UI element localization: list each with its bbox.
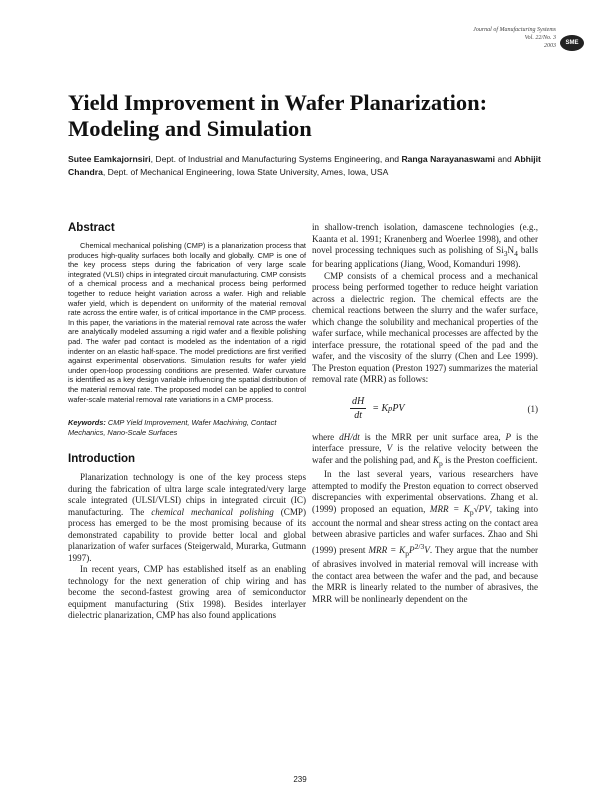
author-name: Abhijit Chandra (68, 154, 541, 177)
author-name: Sutee Eamkajornsiri (68, 154, 151, 164)
body-paragraph-continued: in shallow-trench isolation, damascene technologies (e.g., Kaanta et al. 1991; Kranenberg and Woerlee 1998), and other novel processing techniques such as polishing of $Si_3N_4$ balls for bearing applications (Jiang, Wood, Komanduri 1998). (312, 222, 539, 270)
preston-equation: $\frac{dH}{dt}$ = K p PV (1) (352, 396, 538, 422)
paper-title: Yield Improvement in Wafer Planarization: Modeling and Simulation (68, 90, 488, 141)
body-paragraph-where: where dH/dt is the MRR per unit surface area, P is the interface pressure, V is the relative velocity between the wafer and the polishing pad, and $K_p$ is the Preston coefficient. (312, 431, 538, 468)
introduction-heading: Introduction (68, 453, 136, 466)
abstract-text: Chemical mechanical polishing (CMP) is a planarization process that produces high-quality surfaces both locally and globally. CMP is one of the key process steps during the fabrication of very large scale integrated (VLSI) chips in integrated circuit manufacturing. CMP consists of a chemical process and a mechanical process being performed together to reduce height variation across a wafer. High and reliable wafer yield, which is dependent on uniformity of the material removal rate across the entire wafer, is of critical importance in the CMP process. In this paper, the variations in the material removal rate across the wafer are analytically modeled assuming a rigid wafer and a flexible polishing pad. The wafer pad contact is modeled as the indentation of a rigid indenter on an elastic half-space. The model predictions are first verified against experimental observations. Simulation results for wafer yield under open-loop processing conditions are presented. Wafer curvature is identified as a key design variable influencing the spatial distribution of the material removal rate. The proposed model can be applied to control wafer-scale material removal rate variations in a CMP process. (68, 241, 306, 404)
author-name: Ranga Narayanaswami (401, 154, 496, 164)
body-paragraph-last: In the last several years, various researchers have attempted to modify the Preston equation to correct observed discrepancies with experimental observations. Zhang et al. (1999) proposed an equation, MRR = $K_p√PV$, taking into account the normal and shear stress acting on the contact area between abrasive particles and wafer surfaces. Zhao and Shi (1999) present MRR = $K_pP^{2/3}V$. They argue that the number of abrasives involved in material removal will increase with the contact area between the wafer and the pad, and because the MRR is linearly related to the number of abrasives, the MRR will be nonlinearly dependent on the (312, 469, 539, 604)
abstract-heading: Abstract (68, 222, 115, 234)
affiliation: , Dept. of Mechanical Engineering, Iowa State University, Ames, Iowa, USA (102, 166, 389, 177)
body-paragraph-cmp: CMP consists of a chemical process and a mechanical process being performed together to reduce height variation across a dielectric region. The chemical effects are the chemical reactions between the slurry and the wafer surface, which change the solubility and mechanical properties of the wafer surface, while mechanical processes are affected by the interface pressure, the rotational speed of the pad and the wafer, and the viscosity of the slurry (Chen and Lee 1999). The Preston equation (Preston 1927) summarizes the material removal rate (MRR) as follows: (312, 270, 538, 385)
author-block (68, 153, 548, 178)
right-column (312, 222, 538, 605)
sme-logo: SME (560, 35, 584, 51)
left-column (68, 222, 306, 622)
keywords (68, 418, 306, 437)
page-number: 239 (293, 775, 307, 784)
journal-year: 2003 (544, 43, 556, 49)
keywords-label: Keywords: (68, 418, 106, 428)
journal-volume: Vol. 22/No. 3 (524, 35, 556, 41)
journal-header (432, 26, 582, 50)
equation-fraction: $\frac{dH}{dt}$ (352, 396, 365, 422)
equation-number: (1) (527, 403, 538, 414)
affiliation: , Dept. of Industrial and Manufacturing Systems Engineering, and (150, 154, 402, 164)
keywords-text: CMP Yield Improvement, Wafer Machining, Contact Mechanics, Nano-Scale Surfaces (68, 418, 277, 437)
journal-name: Journal of Manufacturing Systems (473, 27, 556, 33)
intro-paragraph-1: Planarization technology is one of the key process steps during the fabrication of ultra large scale integrated/very large scale integrated (ULSI/VLSI) chips in integrated circuit (IC) manufacturing. The chemical mechanical polishing (CMP) process has emerged to be the most promising because of its demonstrated capability to provide better local and global planarization of wafer surfaces (Steigerwald, Murarka, Gutmann 1997). (68, 472, 307, 563)
intro-paragraph-2: In recent years, CMP has established itself as an enabling technology for the next generation of chip wiring and has become the second-fastest growing area of semiconductor equipment manufacturing (Stix 1998). Besides interlayer dielectric planarization, CMP has also found applications (68, 564, 306, 621)
author-conjunction: and (495, 154, 515, 164)
